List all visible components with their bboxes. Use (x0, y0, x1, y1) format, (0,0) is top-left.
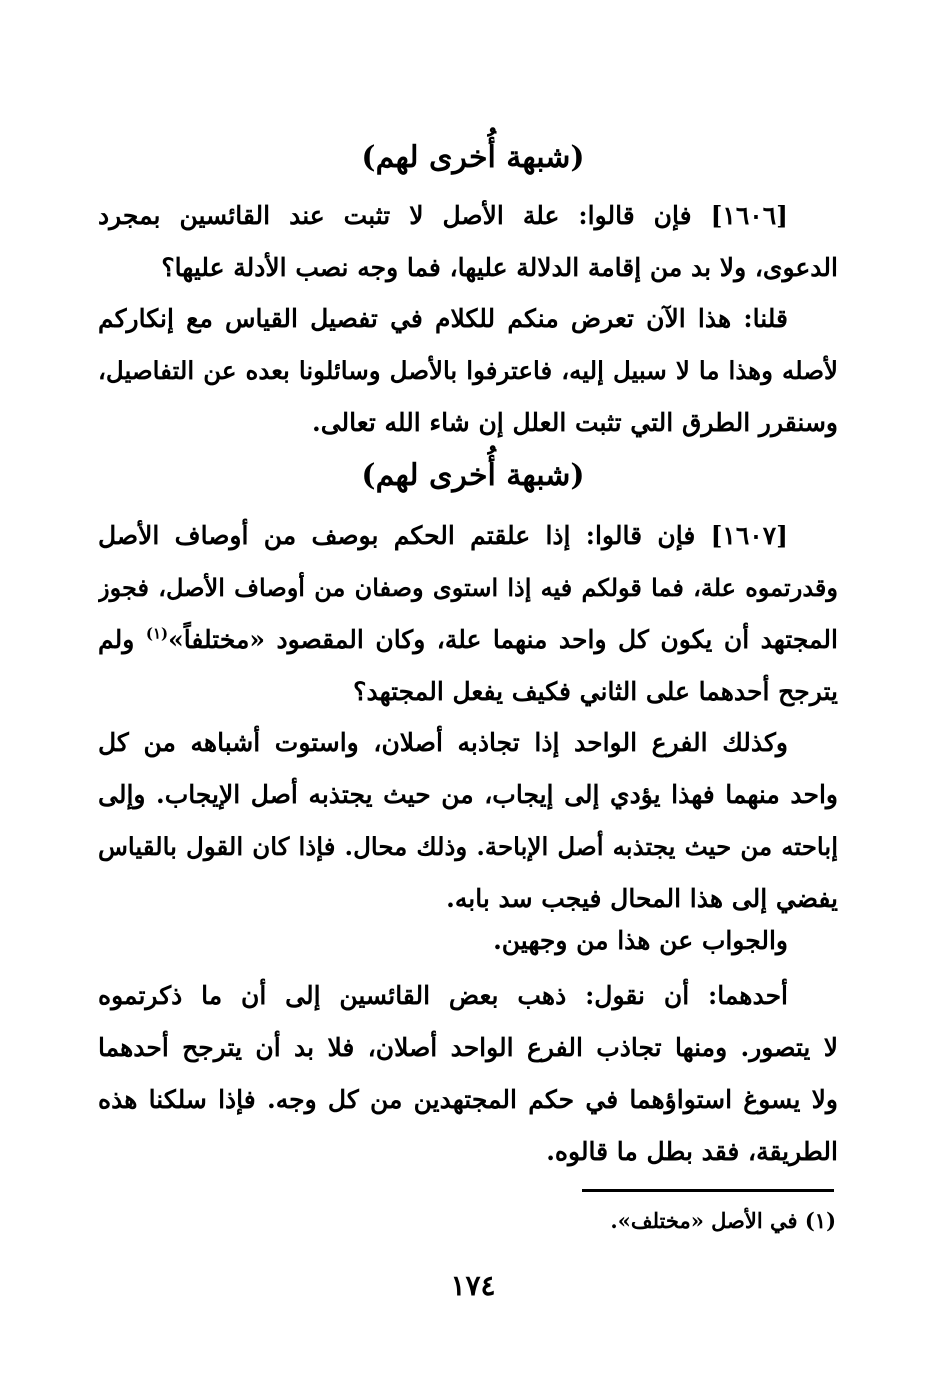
paragraph-1606 (98, 190, 838, 294)
text-line: ولا يسوغ استواؤهما في حكم المجتهدين من كل وجه. فإذا سلكنا هذه (98, 1085, 838, 1114)
paragraph-1607 (98, 510, 838, 718)
text-line: أحدهما: أن نقول: ذهب بعض القائسين إلى أن ما ذكرتموه (98, 981, 788, 1010)
text-line: لا يتصور. ومنها تجاذب الفرع الواحد أصلان، فلا بد أن يترجح أحدهما (98, 1033, 838, 1062)
text-segment: فإن قالوا: إذا علقتم الحكم بوصف من أوصاف الأصل (98, 521, 696, 550)
paragraph-number: [١٦٠٧] (710, 521, 788, 550)
text-segment: فإن قالوا: علة الأصل لا تثبت عند القائسين بمجرد (98, 201, 692, 230)
text-line: واحد منهما فهذا يؤدي إلى إيجاب، من حيث يجتذبه أصل الإيجاب. وإلى (98, 780, 838, 809)
page-number: ١٧٤ (450, 1269, 496, 1302)
text-segment: المجتهد أن يكون كل واحد منهما علة، وكان المقصود «مختلفاً» (168, 625, 838, 654)
text-line: الطريقة، فقد بطل ما قالوه. (546, 1137, 838, 1166)
paragraph-number: [١٦٠٦] (710, 201, 788, 230)
text-line: يفضي إلى هذا المحال فيجب سد بابه. (446, 884, 838, 913)
section-heading: (شبهة أُخرى لهم) (361, 140, 585, 175)
text-line: وكذلك الفرع الواحد إذا تجاذبه أصلان، واستوت أشباهه من كل (98, 728, 788, 757)
text-line: قلنا: هذا الآن تعرض منكم للكلام في تفصيل القياس مع إنكاركم (98, 304, 788, 333)
text-line: يترجح أحدهما على الثاني فكيف يفعل المجتهد؟ (353, 677, 838, 706)
footnote-marker: (١) (145, 624, 169, 643)
text-line: وقدرتموه علة، فما قولكم فيه إذا استوى وصفان من أوصاف الأصل، فجوز (98, 573, 838, 602)
footnote-divider (582, 1189, 834, 1192)
text-line: وسنقرر الطرق التي تثبت العلل إن شاء الله تعالى. (311, 408, 838, 437)
text-line (98, 510, 838, 562)
text-line (98, 614, 838, 666)
text-segment: ولم (98, 625, 135, 654)
text-line: لأصله وهذا ما لا سبيل إليه، فاعترفوا بالأصل وسائلونا بعده عن التفاصيل، (98, 356, 838, 385)
text-line (98, 190, 838, 242)
text-line: إباحته من حيث يجتذبه أصل الإباحة. وذلك محال. فإذا كان القول بالقياس (98, 832, 838, 861)
section-heading: (شبهة أُخرى لهم) (361, 458, 585, 493)
footnote: (١) في الأصل «مختلف». (610, 1208, 836, 1233)
paragraph-answer-intro (98, 915, 838, 967)
paragraph-first-answer (98, 970, 838, 1178)
text-line: الدعوى، ولا بد من إقامة الدلالة عليها، فما وجه نصب الأدلة عليها؟ (161, 253, 838, 282)
paragraph-reply (98, 293, 838, 449)
paragraph-branch (98, 717, 838, 925)
text-line: والجواب عن هذا من وجهين. (493, 926, 788, 955)
